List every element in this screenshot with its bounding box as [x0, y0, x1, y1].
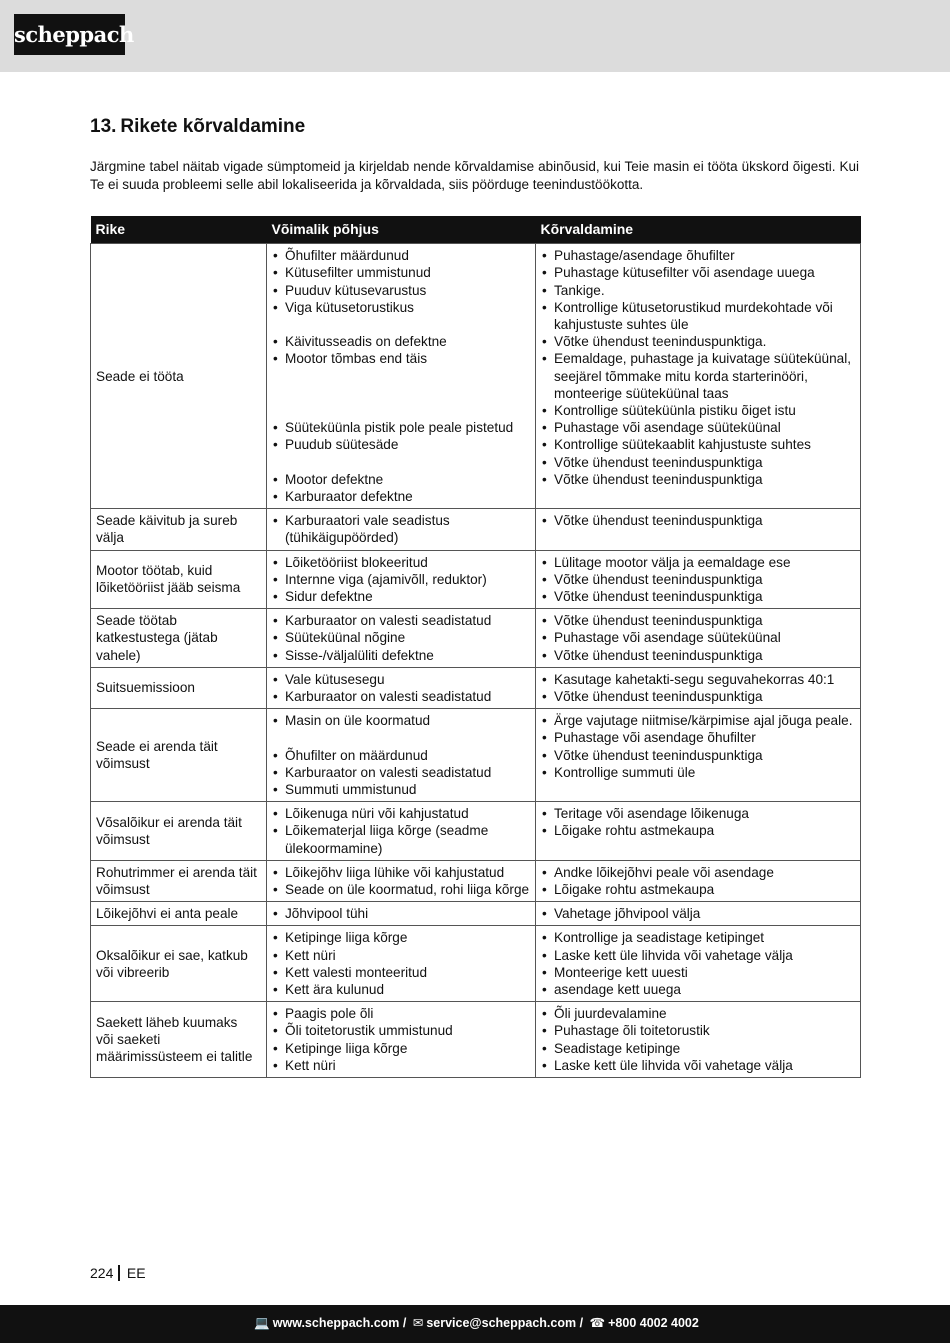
cause-list — [271, 247, 531, 505]
cause-item: • Sisse-/väljalüliti defektne — [271, 647, 531, 664]
fault-cell: Seade ei arenda täit võimsust — [91, 709, 267, 802]
cause-item: • Viga kütusetorustikus — [271, 299, 531, 316]
fault-cell: Mootor töötab, kuid lõiketööriist jääb seisma — [91, 550, 267, 609]
cause-item — [271, 316, 531, 333]
cause-cell — [267, 709, 536, 802]
remedy-item: • Võtke ühendust teeninduspunktiga — [540, 588, 856, 605]
cause-item: • Summuti ummistunud — [271, 781, 531, 798]
table-row — [91, 926, 861, 1002]
cause-item: • Kett nüri — [271, 947, 531, 964]
fault-cell: Suitsuemissioon — [91, 667, 267, 708]
remedy-item: • Õli juurdevalamine — [540, 1005, 856, 1022]
cause-list — [271, 712, 531, 798]
remedy-item: • asendage kett uuega — [540, 981, 856, 998]
remedy-item: • Võtke ühendust teeninduspunktiga — [540, 512, 856, 529]
phone-number[interactable]: +800 4002 4002 — [608, 1316, 699, 1330]
website-link[interactable]: www.scheppach.com — [272, 1316, 400, 1330]
remedy-item: • Kontrollige süütekaablit kahjustuste suhtes — [540, 436, 856, 453]
table-row — [91, 609, 861, 668]
remedy-cell — [536, 244, 861, 509]
table-row — [91, 244, 861, 509]
cause-item: • Õli toitetorustik ummistunud — [271, 1022, 531, 1039]
remedy-item: • Lõigake rohtu astmekaupa — [540, 822, 856, 839]
fault-cell: Lõikejõhvi ei anta peale — [91, 902, 267, 926]
remedy-item: • Võtke ühendust teeninduspunktiga — [540, 454, 856, 471]
remedy-item: • Teritage või asendage lõikenuga — [540, 805, 856, 822]
remedy-cell — [536, 550, 861, 609]
remedy-item: • Võtke ühendust teeninduspunktiga — [540, 747, 856, 764]
cause-cell — [267, 244, 536, 509]
remedy-cell — [536, 667, 861, 708]
page-footer — [90, 1265, 146, 1281]
table-row — [91, 550, 861, 609]
remedy-cell — [536, 802, 861, 861]
remedy-item: • Puhastage kütusefilter või asendage uuega — [540, 264, 856, 281]
table-row — [91, 709, 861, 802]
cause-item: • Ketipinge liiga kõrge — [271, 1040, 531, 1057]
table-row — [91, 802, 861, 861]
cause-item: • Õhufilter määrdunud — [271, 247, 531, 264]
fault-cell: Oksalõikur ei sae, katkub või vibreerib — [91, 926, 267, 1002]
cause-cell — [267, 550, 536, 609]
fault-cell: Võsalõikur ei arenda täit võimsust — [91, 802, 267, 861]
cause-cell — [267, 802, 536, 861]
cause-list — [271, 671, 531, 705]
header-remedy: Kõrvaldamine — [536, 216, 861, 244]
remedy-list — [540, 247, 856, 488]
top-bar — [0, 0, 950, 72]
cause-list — [271, 1005, 531, 1074]
table-row — [91, 509, 861, 550]
cause-item: • Puudub süütesäde — [271, 436, 531, 453]
cause-list — [271, 512, 531, 546]
cause-item: • Karburaator on valesti seadistatud — [271, 612, 531, 629]
remedy-item: • Võtke ühendust teeninduspunktiga — [540, 471, 856, 488]
language-code: EE — [126, 1265, 146, 1281]
cause-list — [271, 805, 531, 857]
scheppach-logo: scheppach — [14, 14, 125, 55]
remedy-item: • Kontrollige ja seadistage ketipinget — [540, 929, 856, 946]
remedy-item: • Võtke ühendust teeninduspunktiga. — [540, 333, 856, 350]
cause-item: • Puuduv kütusevarustus — [271, 282, 531, 299]
remedy-list — [540, 512, 856, 529]
cause-list — [271, 612, 531, 664]
cause-cell — [267, 1002, 536, 1078]
remedy-item: • Lõigake rohtu astmekaupa — [540, 881, 856, 898]
fault-cell: Seade käivitub ja sureb välja — [91, 509, 267, 550]
contact-separator: / — [579, 1316, 587, 1330]
cause-item: • Paagis pole õli — [271, 1005, 531, 1022]
remedy-item: • Kontrollige süüteküünla pistiku õiget istu — [540, 402, 856, 419]
remedy-item: • Laske kett üle lihvida või vahetage välja — [540, 947, 856, 964]
fault-cell: Seade ei tööta — [91, 244, 267, 509]
remedy-list — [540, 929, 856, 998]
cause-item: • Seade on üle koormatud, rohi liiga kõrge — [271, 881, 531, 898]
remedy-cell — [536, 902, 861, 926]
cause-item — [271, 368, 531, 385]
cause-item: • Karburaator defektne — [271, 488, 531, 505]
remedy-item: • Puhastage õli toitetorustik — [540, 1022, 856, 1039]
remedy-list — [540, 554, 856, 606]
phone-icon: ☎ — [589, 1316, 606, 1330]
remedy-item: • Seadistage ketipinge — [540, 1040, 856, 1057]
remedy-item: • Võtke ühendust teeninduspunktiga — [540, 688, 856, 705]
cause-item: • Sidur defektne — [271, 588, 531, 605]
cause-item: • Kett ära kulunud — [271, 981, 531, 998]
remedy-item: • Võtke ühendust teeninduspunktiga — [540, 612, 856, 629]
cause-item: • Vale kütusesegu — [271, 671, 531, 688]
remedy-item: • Andke lõikejõhvi peale või asendage — [540, 864, 856, 881]
remedy-list — [540, 905, 856, 922]
remedy-list — [540, 712, 856, 781]
section-heading — [90, 116, 305, 138]
fault-cell: Saekett läheb kuumaks või saeketi määrimissüsteem ei talitle — [91, 1002, 267, 1078]
table-header-row — [91, 216, 861, 244]
remedy-item: • Puhastage või asendage süüteküünal — [540, 629, 856, 646]
cause-item: • Karburaator on valesti seadistatud — [271, 688, 531, 705]
remedy-list — [540, 864, 856, 898]
cause-item — [271, 729, 531, 746]
remedy-item: • Ärge vajutage niitmise/kärpimise ajal jõuga peale. — [540, 712, 856, 729]
table-row — [91, 902, 861, 926]
section-number: 13. — [90, 116, 117, 137]
fault-cell: Seade töötab katkestustega (jätab vahele) — [91, 609, 267, 668]
remedy-item: • Monteerige kett uuesti — [540, 964, 856, 981]
remedy-item: • Puhastage/asendage õhufilter — [540, 247, 856, 264]
remedy-item: • Võtke ühendust teeninduspunktiga — [540, 647, 856, 664]
cause-cell — [267, 509, 536, 550]
cause-item — [271, 454, 531, 471]
cause-item: • Lõiketööriist blokeeritud — [271, 554, 531, 571]
remedy-list — [540, 1005, 856, 1074]
header-fault: Rike — [91, 216, 267, 244]
cause-item: • Kett valesti monteeritud — [271, 964, 531, 981]
cause-cell — [267, 609, 536, 668]
cause-item: • Mootor tõmbas end täis — [271, 350, 531, 367]
table-row — [91, 860, 861, 901]
fault-cell: Rohutrimmer ei arenda täit võimsust — [91, 860, 267, 901]
cause-item: • Karburaatori vale seadistus (tühikäigupöörded) — [271, 512, 531, 546]
cause-item: • Masin on üle koormatud — [271, 712, 531, 729]
remedy-list — [540, 612, 856, 664]
cause-cell — [267, 926, 536, 1002]
contact-bar — [0, 1305, 950, 1343]
remedy-item: • Tankige. — [540, 282, 856, 299]
cause-item: • Mootor defektne — [271, 471, 531, 488]
remedy-item: • Laske kett üle lihvida või vahetage välja — [540, 1057, 856, 1074]
cause-cell — [267, 667, 536, 708]
remedy-item: • Vahetage jõhvipool välja — [540, 905, 856, 922]
remedy-item: • Võtke ühendust teeninduspunktiga — [540, 571, 856, 588]
cause-item: • Internne viga (ajamivõll, reduktor) — [271, 571, 531, 588]
remedy-item: • Kasutage kahetakti-segu seguvahekorras 40:1 — [540, 671, 856, 688]
header-cause: Võimalik põhjus — [267, 216, 536, 244]
mail-icon: ✉ — [412, 1316, 424, 1330]
remedy-item: • Puhastage või asendage õhufilter — [540, 729, 856, 746]
remedy-list — [540, 671, 856, 705]
intro-paragraph: Järgmine tabel näitab vigade sümptomeid ja kirjeldab nende kõrvaldamise abinõusid, kui Teie masin ei tööta ükskord õigesti. Kui Te ei suuda probleemi selle abil lokaliseerida ja kõrvaldada, siis pöörduge teenindustöökotta. — [90, 159, 859, 192]
cause-item: • Jõhvipool tühi — [271, 905, 531, 922]
cause-item: • Kütusefilter ummistunud — [271, 264, 531, 281]
table-body — [91, 244, 861, 1078]
remedy-item: • Eemaldage, puhastage ja kuivatage süüteküünal, seejärel tõmmake mitu korda starterinööri, monteerige süüteküünal taas — [540, 350, 856, 402]
remedy-cell — [536, 1002, 861, 1078]
remedy-cell — [536, 509, 861, 550]
cause-list — [271, 554, 531, 606]
cause-item: • Süüteküünal nõgine — [271, 629, 531, 646]
cause-cell — [267, 860, 536, 901]
remedy-item: • Lülitage mootor välja ja eemaldage ese — [540, 554, 856, 571]
table-row — [91, 1002, 861, 1078]
remedy-item: • Puhastage või asendage süüteküünal — [540, 419, 856, 436]
cause-item: • Lõikenuga nüri või kahjustatud — [271, 805, 531, 822]
page-number: 224 — [90, 1265, 114, 1281]
remedy-cell — [536, 926, 861, 1002]
email-link[interactable]: service@scheppach.com — [426, 1316, 577, 1330]
remedy-cell — [536, 709, 861, 802]
table-row — [91, 667, 861, 708]
cause-item: • Lõikejõhv liiga lühike või kahjustatud — [271, 864, 531, 881]
cause-item: • Kett nüri — [271, 1057, 531, 1074]
cause-item: • Ketipinge liiga kõrge — [271, 929, 531, 946]
remedy-cell — [536, 860, 861, 901]
cause-list — [271, 905, 531, 922]
remedy-cell — [536, 609, 861, 668]
cause-list — [271, 864, 531, 898]
troubleshooting-table — [90, 216, 861, 1078]
cause-item: • Õhufilter on määrdunud — [271, 747, 531, 764]
remedy-list — [540, 805, 856, 839]
section-title: Rikete kõrvaldamine — [120, 116, 306, 137]
computer-icon: 💻 — [254, 1316, 270, 1330]
footer-divider — [118, 1265, 120, 1281]
cause-item — [271, 402, 531, 419]
cause-item: • Käivitusseadis on defektne — [271, 333, 531, 350]
remedy-item: • Kontrollige summuti üle — [540, 764, 856, 781]
cause-item: • Karburaator on valesti seadistatud — [271, 764, 531, 781]
cause-list — [271, 929, 531, 998]
cause-item: • Lõikematerjal liiga kõrge (seadme ülekoormamine) — [271, 822, 531, 856]
contact-separator: / — [402, 1316, 410, 1330]
cause-cell — [267, 902, 536, 926]
remedy-item: • Kontrollige kütusetorustikud murdekohtade või kahjustuste suhtes üle — [540, 299, 856, 333]
cause-item — [271, 385, 531, 402]
cause-item: • Süüteküünla pistik pole peale pistetud — [271, 419, 531, 436]
